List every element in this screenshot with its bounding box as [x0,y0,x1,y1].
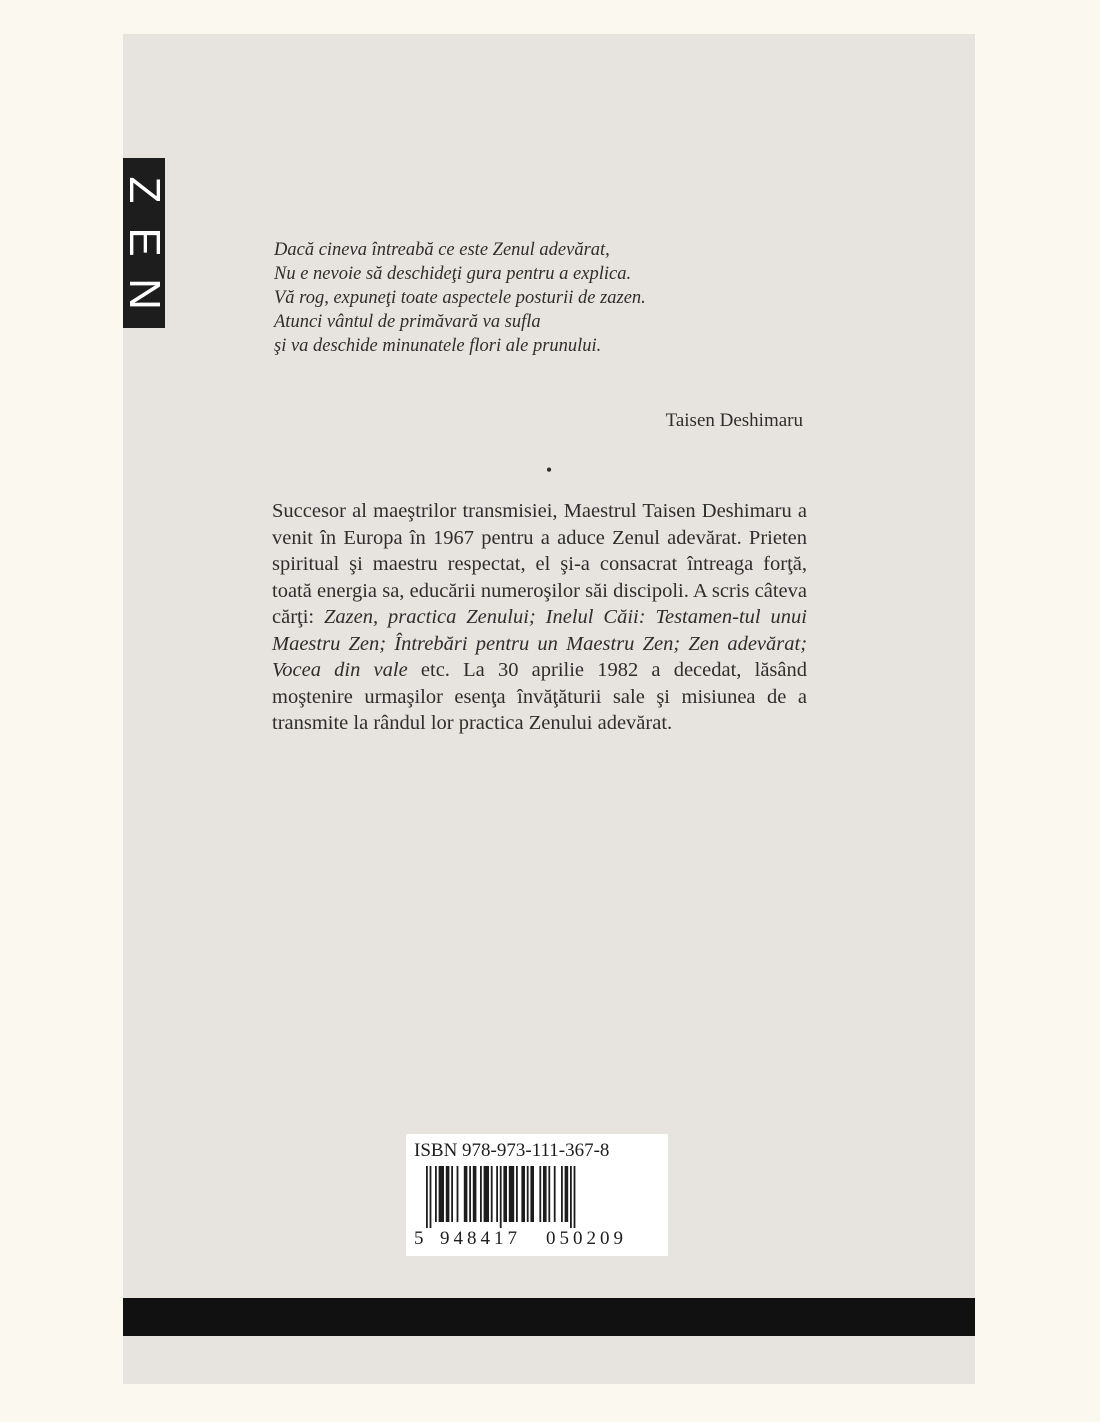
barcode-bar [527,1166,529,1222]
barcode-bar [430,1166,432,1228]
barcode-bar [469,1166,471,1222]
bio-outro: etc. La 30 aprilie 1982 a decedat, lăsând moştenire urmaşilor esenţa învăţăturii sale şi misiunea de a transmite la rândul lor practica Zenului adevărat. [272,659,808,734]
barcode-bar [491,1166,493,1222]
barcode-icon [414,1166,660,1228]
barcode-bar [509,1166,514,1222]
ean-left-digits: 948417 [440,1228,521,1249]
book-title: Zazen, practica Zenului; [324,606,536,628]
back-cover [120,34,975,1384]
bottom-black-band [123,1298,975,1336]
ean-first-digit: 5 [414,1228,424,1249]
quote-author: Taisen Deshimaru [665,410,803,431]
poem-line: Dacă cineva întreabă ce este Zenul adevărat, [274,240,610,260]
isbn-barcode-label [406,1134,668,1256]
barcode-bar [548,1166,550,1222]
barcode-bar [543,1166,547,1222]
bio-intro: Succesor al maeştrilor transmisiei, Maestrul Taisen Deshimaru a venit în Europa în 1967 pentru a aduce Zenul adevărat. Prieten spiritual şi maestru respectat, el şi-a consacrat întreaga forţă, toată energia sa, educării numeroşilor săi discipoli. A scris câteva cărţi: [272,500,807,628]
barcode-bar [516,1166,518,1222]
barcode-bar [503,1166,507,1222]
barcode-bar [500,1166,502,1228]
barcode-bar [446,1166,450,1222]
book-title: Întrebări pentru un Maestru Zen; [394,632,681,655]
barcode-bar [570,1166,572,1228]
barcode-bar [565,1166,569,1222]
poem-line: Nu e nevoie să deschideţi gura pentru a explica. [274,264,632,284]
barcode-bar [530,1166,534,1222]
barcode-bar [574,1166,576,1228]
series-letter: N [120,278,169,310]
poem-line: Atunci vântul de primăvară va sufla [274,312,541,332]
author-biography [272,498,807,737]
series-letter: E [120,227,169,257]
section-separator: • [545,460,553,480]
barcode-bar [484,1166,489,1222]
poem-line: şi va deschide minunatele flori ale prunului. [274,336,602,356]
barcode-bar [496,1166,498,1222]
book-title: Zen adevărat; [688,632,808,655]
barcode-bar [426,1166,428,1228]
barcode-bar [561,1166,563,1222]
barcode-bar [473,1166,477,1222]
barcode-bar [554,1166,556,1222]
ean-right-digits: 050209 [546,1228,627,1249]
book-title: Inelul Căii: Testamen-tul unui Maestru Zen; [272,606,807,655]
poem-line: Vă rog, expuneţi toate aspectele posturii de zazen. [274,288,646,308]
book-title: Vocea din vale [272,659,408,681]
isbn-number: ISBN 978-973-111-367-8 [414,1140,610,1161]
barcode-bar [457,1166,459,1222]
barcode-bar [435,1166,437,1222]
barcode-bar [521,1166,525,1222]
barcode-bar [464,1166,468,1222]
poem-quote [274,238,834,358]
barcode-bar [451,1166,453,1222]
series-letter: Z [120,176,169,204]
barcode-bar [539,1166,541,1222]
barcode-bar [480,1166,482,1222]
zen-series-tab [120,158,169,328]
barcode-bar [439,1166,444,1222]
